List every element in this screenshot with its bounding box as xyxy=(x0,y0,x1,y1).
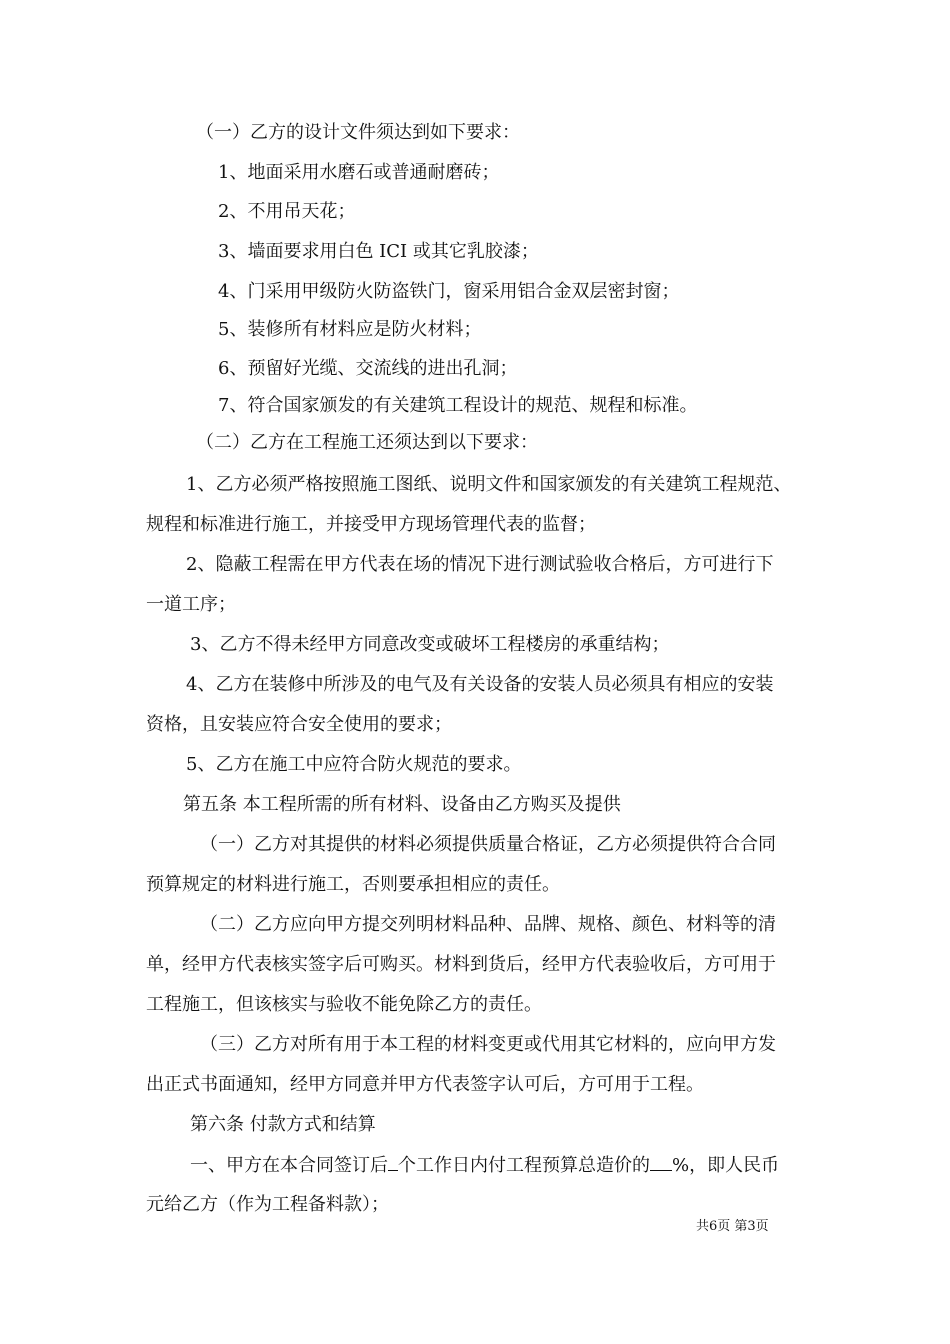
text-line xyxy=(0,315,950,345)
line-text: （一）乙方的设计文件须达到如下要求： xyxy=(196,122,520,143)
line-text: 4、乙方在装修中所涉及的电气及有关设备的安装人员必须具有相应的安装 xyxy=(186,674,774,695)
text-line xyxy=(0,990,950,1020)
line-text: （一）乙方对其提供的材料必须提供质量合格证，乙方必须提供符合合同 xyxy=(200,834,776,855)
line-text: 5、装修所有材料应是防火材料； xyxy=(218,319,482,340)
text-line xyxy=(0,630,950,660)
line-text: 4、门采用甲级防火防盗铁门，窗采用铝合金双层密封窗； xyxy=(218,281,680,302)
payment-text-1: 一、甲方在本合同签订后 xyxy=(190,1155,388,1176)
text-line xyxy=(0,950,950,980)
line-text: 3、乙方不得未经甲方同意改变或破坏工程楼房的承重结构； xyxy=(190,634,670,655)
text-line xyxy=(0,354,950,384)
text-line xyxy=(0,590,950,620)
text-line xyxy=(0,428,950,458)
line-text: 第六条 付款方式和结算 xyxy=(190,1114,376,1135)
page-footer: 共6页 第3页 xyxy=(696,1219,769,1234)
text-line xyxy=(0,830,950,860)
text-line xyxy=(0,1110,950,1140)
line-text: 3、墙面要求用白色 ICI 或其它乳胶漆； xyxy=(218,241,539,262)
blank-days xyxy=(388,1150,398,1171)
text-line xyxy=(0,790,950,820)
line-text: 1、乙方必须严格按照施工图纸、说明文件和国家颁发的有关建筑工程规范、 xyxy=(186,474,792,495)
blank-percent xyxy=(650,1150,672,1171)
text-line xyxy=(0,158,950,188)
payment-text-2: 个工作日内付工程预算总造价的 xyxy=(398,1155,650,1176)
line-text: 一道工序； xyxy=(146,594,236,615)
text-line xyxy=(0,470,950,500)
line-text: 1、地面采用水磨石或普通耐磨砖； xyxy=(218,162,500,183)
line-text: 元给乙方（作为工程备料款）； xyxy=(146,1194,389,1215)
payment-text-3: %，即人民币 xyxy=(672,1155,780,1176)
text-line xyxy=(0,197,950,227)
text-line xyxy=(0,1190,950,1220)
line-text: （三）乙方对所有用于本工程的材料变更或代用其它材料的，应向甲方发 xyxy=(200,1034,776,1055)
text-line xyxy=(0,670,950,700)
line-text: 2、不用吊天花； xyxy=(218,201,356,222)
line-text: （二）乙方应向甲方提交列明材料品种、品牌、规格、颜色、材料等的清 xyxy=(200,914,776,935)
line-text: （二）乙方在工程施工还须达到以下要求： xyxy=(196,432,538,453)
text-line xyxy=(0,1070,950,1100)
line-text: 单，经甲方代表核实签字后可购买。材料到货后，经甲方代表验收后，方可用于 xyxy=(146,954,776,975)
line-text: 第五条 本工程所需的所有材料、设备由乙方购买及提供 xyxy=(183,794,621,815)
line-text: 5、乙方在施工中应符合防火规范的要求。 xyxy=(186,754,522,775)
line-text: 规程和标准进行施工，并接受甲方现场管理代表的监督； xyxy=(146,514,596,535)
text-line xyxy=(0,391,950,421)
payment-line xyxy=(0,1150,950,1180)
text-line xyxy=(0,510,950,540)
line-text: 出正式书面通知，经甲方同意并甲方代表签字认可后，方可用于工程。 xyxy=(146,1074,704,1095)
text-line xyxy=(0,750,950,780)
text-line xyxy=(0,870,950,900)
text-line xyxy=(0,237,950,267)
text-line xyxy=(0,118,950,148)
text-line xyxy=(0,910,950,940)
line-text: 预算规定的材料进行施工，否则要承担相应的责任。 xyxy=(146,874,560,895)
line-text: 2、隐蔽工程需在甲方代表在场的情况下进行测试验收合格后，方可进行下 xyxy=(186,554,774,575)
line-text: 资格，且安装应符合安全使用的要求； xyxy=(146,714,452,735)
text-line xyxy=(0,277,950,307)
line-text: 7、符合国家颁发的有关建筑工程设计的规范、规程和标准。 xyxy=(218,395,698,416)
text-line xyxy=(0,550,950,580)
text-line xyxy=(0,1030,950,1060)
text-line xyxy=(0,710,950,740)
line-text: 工程施工，但该核实与验收不能免除乙方的责任。 xyxy=(146,994,542,1015)
line-text: 6、预留好光缆、交流线的进出孔洞； xyxy=(218,358,518,379)
